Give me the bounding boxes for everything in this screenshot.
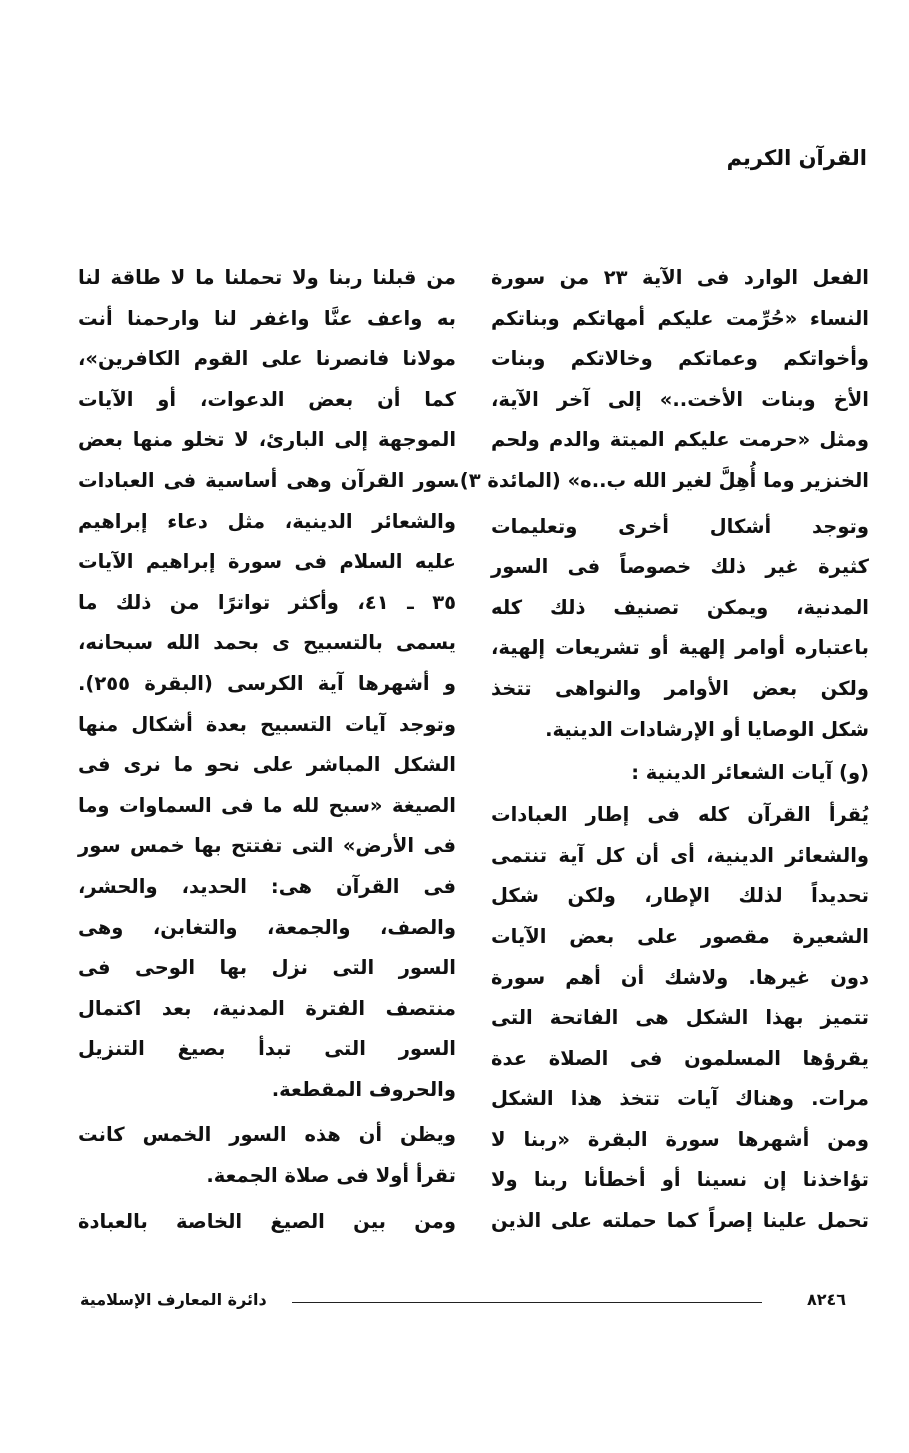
text-line: الأخ وبنات الأخت..» إلى آخر الآية، bbox=[491, 387, 869, 411]
text-line: تحمل علينا إصراً كما حملته على الذين bbox=[491, 1209, 869, 1233]
text-line: ومن أشهرها سورة البقرة «ربنا لا bbox=[491, 1127, 869, 1151]
text-line: والشعائر الدينية، أى أن كل آية تنتمى bbox=[491, 843, 869, 867]
text-line: وتوجد آيات التسبيح بعدة أشكال منها bbox=[78, 712, 456, 736]
text-line: تتميز بهذا الشكل هى الفاتحة التى bbox=[491, 1006, 869, 1030]
text-line: فى القرآن هى: الحديد، والحشر، bbox=[78, 874, 456, 898]
text-line: الصيغة «سبح لله ما فى السماوات وما bbox=[78, 793, 456, 817]
paragraph bbox=[491, 795, 869, 1242]
page-number: ٨٢٤٦ bbox=[806, 1290, 846, 1309]
text-line: فى الأرض» التى تفتتح بها خمس سور bbox=[78, 834, 456, 858]
text-line: والحروف المقطعة. bbox=[271, 1077, 456, 1101]
text-line: ويظن أن هذه السور الخمس كانت bbox=[78, 1123, 456, 1147]
text-line: الموجهة إلى البارئ، لا تخلو منها بعض bbox=[78, 428, 456, 452]
text-line: يقرؤها المسلمون فى الصلاة عدة bbox=[491, 1046, 869, 1070]
section-heading: (و) آيات الشعائر الدينية : bbox=[631, 761, 869, 785]
text-line: والشعائر الدينية، مثل دعاء إبراهيم bbox=[78, 509, 456, 533]
text-line: سور القرآن وهى أساسية فى العبادات bbox=[78, 468, 456, 492]
footer-rule bbox=[292, 1302, 762, 1303]
text-line: السور التى تبدأ بصيغ التنزيل bbox=[78, 1037, 456, 1061]
left-column bbox=[78, 258, 456, 1242]
paragraph bbox=[78, 1115, 456, 1196]
text-line: وأخواتكم وعماتكم وخالاتكم وبنات bbox=[491, 347, 869, 371]
text-line: به واعف عنَّا واغفر لنا وارحمنا أنت bbox=[78, 306, 456, 330]
right-column bbox=[452, 258, 869, 1242]
running-header: القرآن الكريم bbox=[726, 146, 867, 170]
text-line: الفعل الوارد فى الآية ٢٣ من سورة bbox=[491, 266, 869, 289]
publication-title: دائرة المعارف الإسلامية bbox=[80, 1290, 267, 1309]
text-line: يُقرأ القرآن كله فى إطار العبادات bbox=[491, 803, 869, 827]
text-line: شكل الوصايا أو الإرشادات الدينية. bbox=[545, 717, 869, 741]
text-line: منتصف الفترة المدنية، بعد اكتمال bbox=[78, 996, 456, 1020]
text-line: كثيرة غير ذلك خصوصاً فى السور bbox=[491, 555, 869, 579]
text-line: دون غيرها. ولاشك أن أهم سورة bbox=[491, 965, 869, 989]
text-line: المدنية، ويمكن تصنيف ذلك كله bbox=[491, 595, 869, 619]
text-line: مولانا فانصرنا على القوم الكافرين»، bbox=[78, 347, 456, 371]
text-line: ٣٥ ـ ٤١، وأكثر تواترًا من ذلك ما bbox=[78, 590, 456, 614]
text-line: ولكن بعض الأوامر والنواهى تتخذ bbox=[491, 676, 869, 700]
text-line: كما أن بعض الدعوات، أو الآيات bbox=[78, 387, 456, 411]
paragraph bbox=[491, 507, 869, 751]
text-line: الشكل المباشر على نحو ما نرى فى bbox=[78, 753, 456, 777]
text-line: و أشهرها آية الكرسى (البقرة ٢٥٥). bbox=[78, 671, 456, 695]
text-line: ومن بين الصيغ الخاصة بالعبادة bbox=[78, 1209, 456, 1233]
text-line: عليه السلام فى سورة إبراهيم الآيات bbox=[78, 550, 456, 574]
paragraph bbox=[78, 258, 456, 1110]
text-line: وتوجد أشكال أخرى وتعليمات bbox=[491, 514, 869, 538]
text-line: تحديداً لذلك الإطار، ولكن شكل bbox=[491, 884, 869, 908]
text-line: باعتباره أوامر إلهية أو تشريعات إلهية، bbox=[491, 636, 869, 660]
text-line: مرات. وهناك آيات تتخذ هذا الشكل bbox=[491, 1087, 869, 1111]
page-footer bbox=[80, 1290, 850, 1314]
text-line: والصف، والجمعة، والتغابن، وهى bbox=[78, 915, 456, 939]
text-line: الخنزير وما أُهِلَّ لغير الله ب..ه» (المائدة ٣). bbox=[452, 468, 869, 492]
text-line: النساء «حُرِّمت عليكم أمهاتكم وبناتكم bbox=[491, 306, 869, 330]
text-line: تقرأ أولا فى صلاة الجمعة. bbox=[206, 1164, 456, 1188]
text-line: السور التى نزل بها الوحى فى bbox=[78, 956, 456, 980]
text-line: الشعيرة مقصور على بعض الآيات bbox=[491, 924, 869, 948]
paragraph bbox=[78, 1202, 456, 1243]
paragraph bbox=[452, 258, 869, 502]
text-line: ومثل «حرمت عليكم الميتة والدم ولحم bbox=[491, 428, 869, 452]
text-line: يسمى بالتسبيح ى بحمد الله سبحانه، bbox=[78, 631, 456, 655]
text-line: من قبلنا ربنا ولا تحملنا ما لا طاقة لنا bbox=[78, 266, 456, 289]
text-line: تؤاخذنا إن نسينا أو أخطأنا ربنا ولا bbox=[491, 1168, 869, 1192]
